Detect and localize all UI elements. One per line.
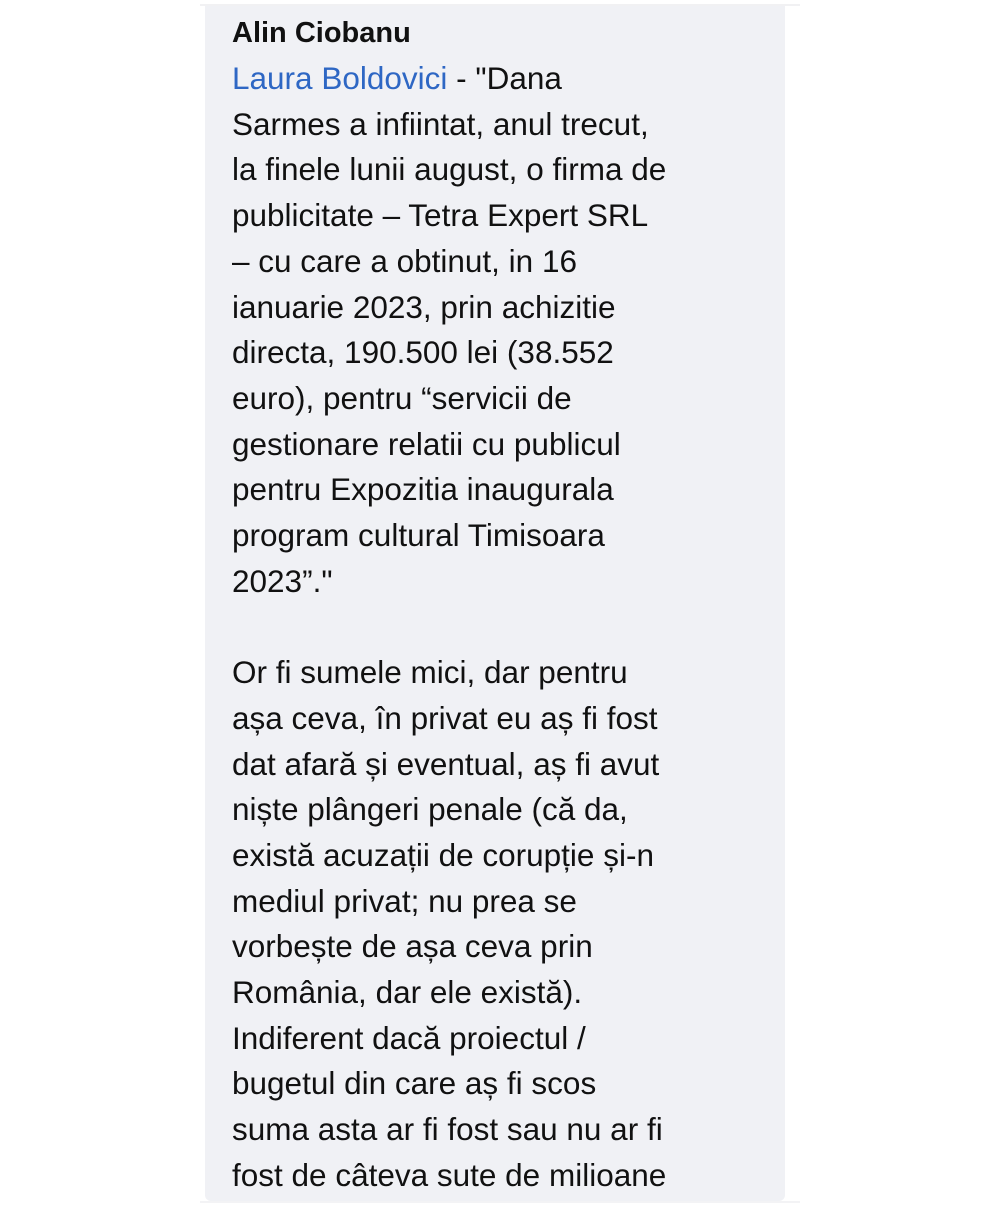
body-line: Or fi sumele mici, dar pentru [232, 654, 628, 691]
quote-line: ianuarie 2023, prin achizitie [232, 288, 616, 325]
quote-line: 2023”." [232, 562, 333, 599]
quote-line: euro), pentru “servicii de [232, 379, 572, 416]
quote-line: la finele lunii august, o firma de [232, 151, 667, 188]
body-line: România, dar ele există). [232, 974, 583, 1011]
comment-content [232, 12, 777, 1199]
body-line: suma asta ar fi fost sau nu ar fi [232, 1111, 663, 1148]
body-line: există acuzații de corupție și-n [232, 836, 654, 873]
quote-line: – cu care a obtinut, in 16 [232, 242, 577, 279]
mention-link[interactable]: Laura Boldovici [232, 60, 448, 96]
body-line: vorbește de așa ceva prin [232, 928, 593, 965]
quote-line: pentru Expozitia inaugurala [232, 471, 614, 508]
quote-line: gestionare relatii cu publicul [232, 425, 621, 462]
quote-line [232, 56, 777, 102]
body-line: mediul privat; nu prea se [232, 882, 577, 919]
body-line: Indiferent dacă proiectul / [232, 1019, 586, 1056]
paragraph-gap [232, 604, 777, 650]
quote-line: publicitate – Tetra Expert SRL [232, 197, 649, 234]
comment-author[interactable]: Alin Ciobanu [232, 17, 411, 49]
body-line: fost de câteva sute de milioane [232, 1156, 667, 1193]
quote-line: directa, 190.500 lei (38.552 [232, 334, 614, 371]
body-line: dat afară și eventual, aș fi avut [232, 745, 660, 782]
comment-bubble [205, 6, 785, 1201]
quote-line: program cultural Timisoara [232, 517, 605, 554]
body-line: bugetul din care aș fi scos [232, 1065, 597, 1102]
bottom-divider [200, 1201, 800, 1203]
quote-line-text: - "Dana [447, 60, 562, 96]
body-line: așa ceva, în privat eu aș fi fost [232, 699, 658, 736]
quote-line: Sarmes a infiintat, anul trecut, [232, 105, 649, 142]
body-line: niște plângeri penale (că da, [232, 791, 628, 828]
